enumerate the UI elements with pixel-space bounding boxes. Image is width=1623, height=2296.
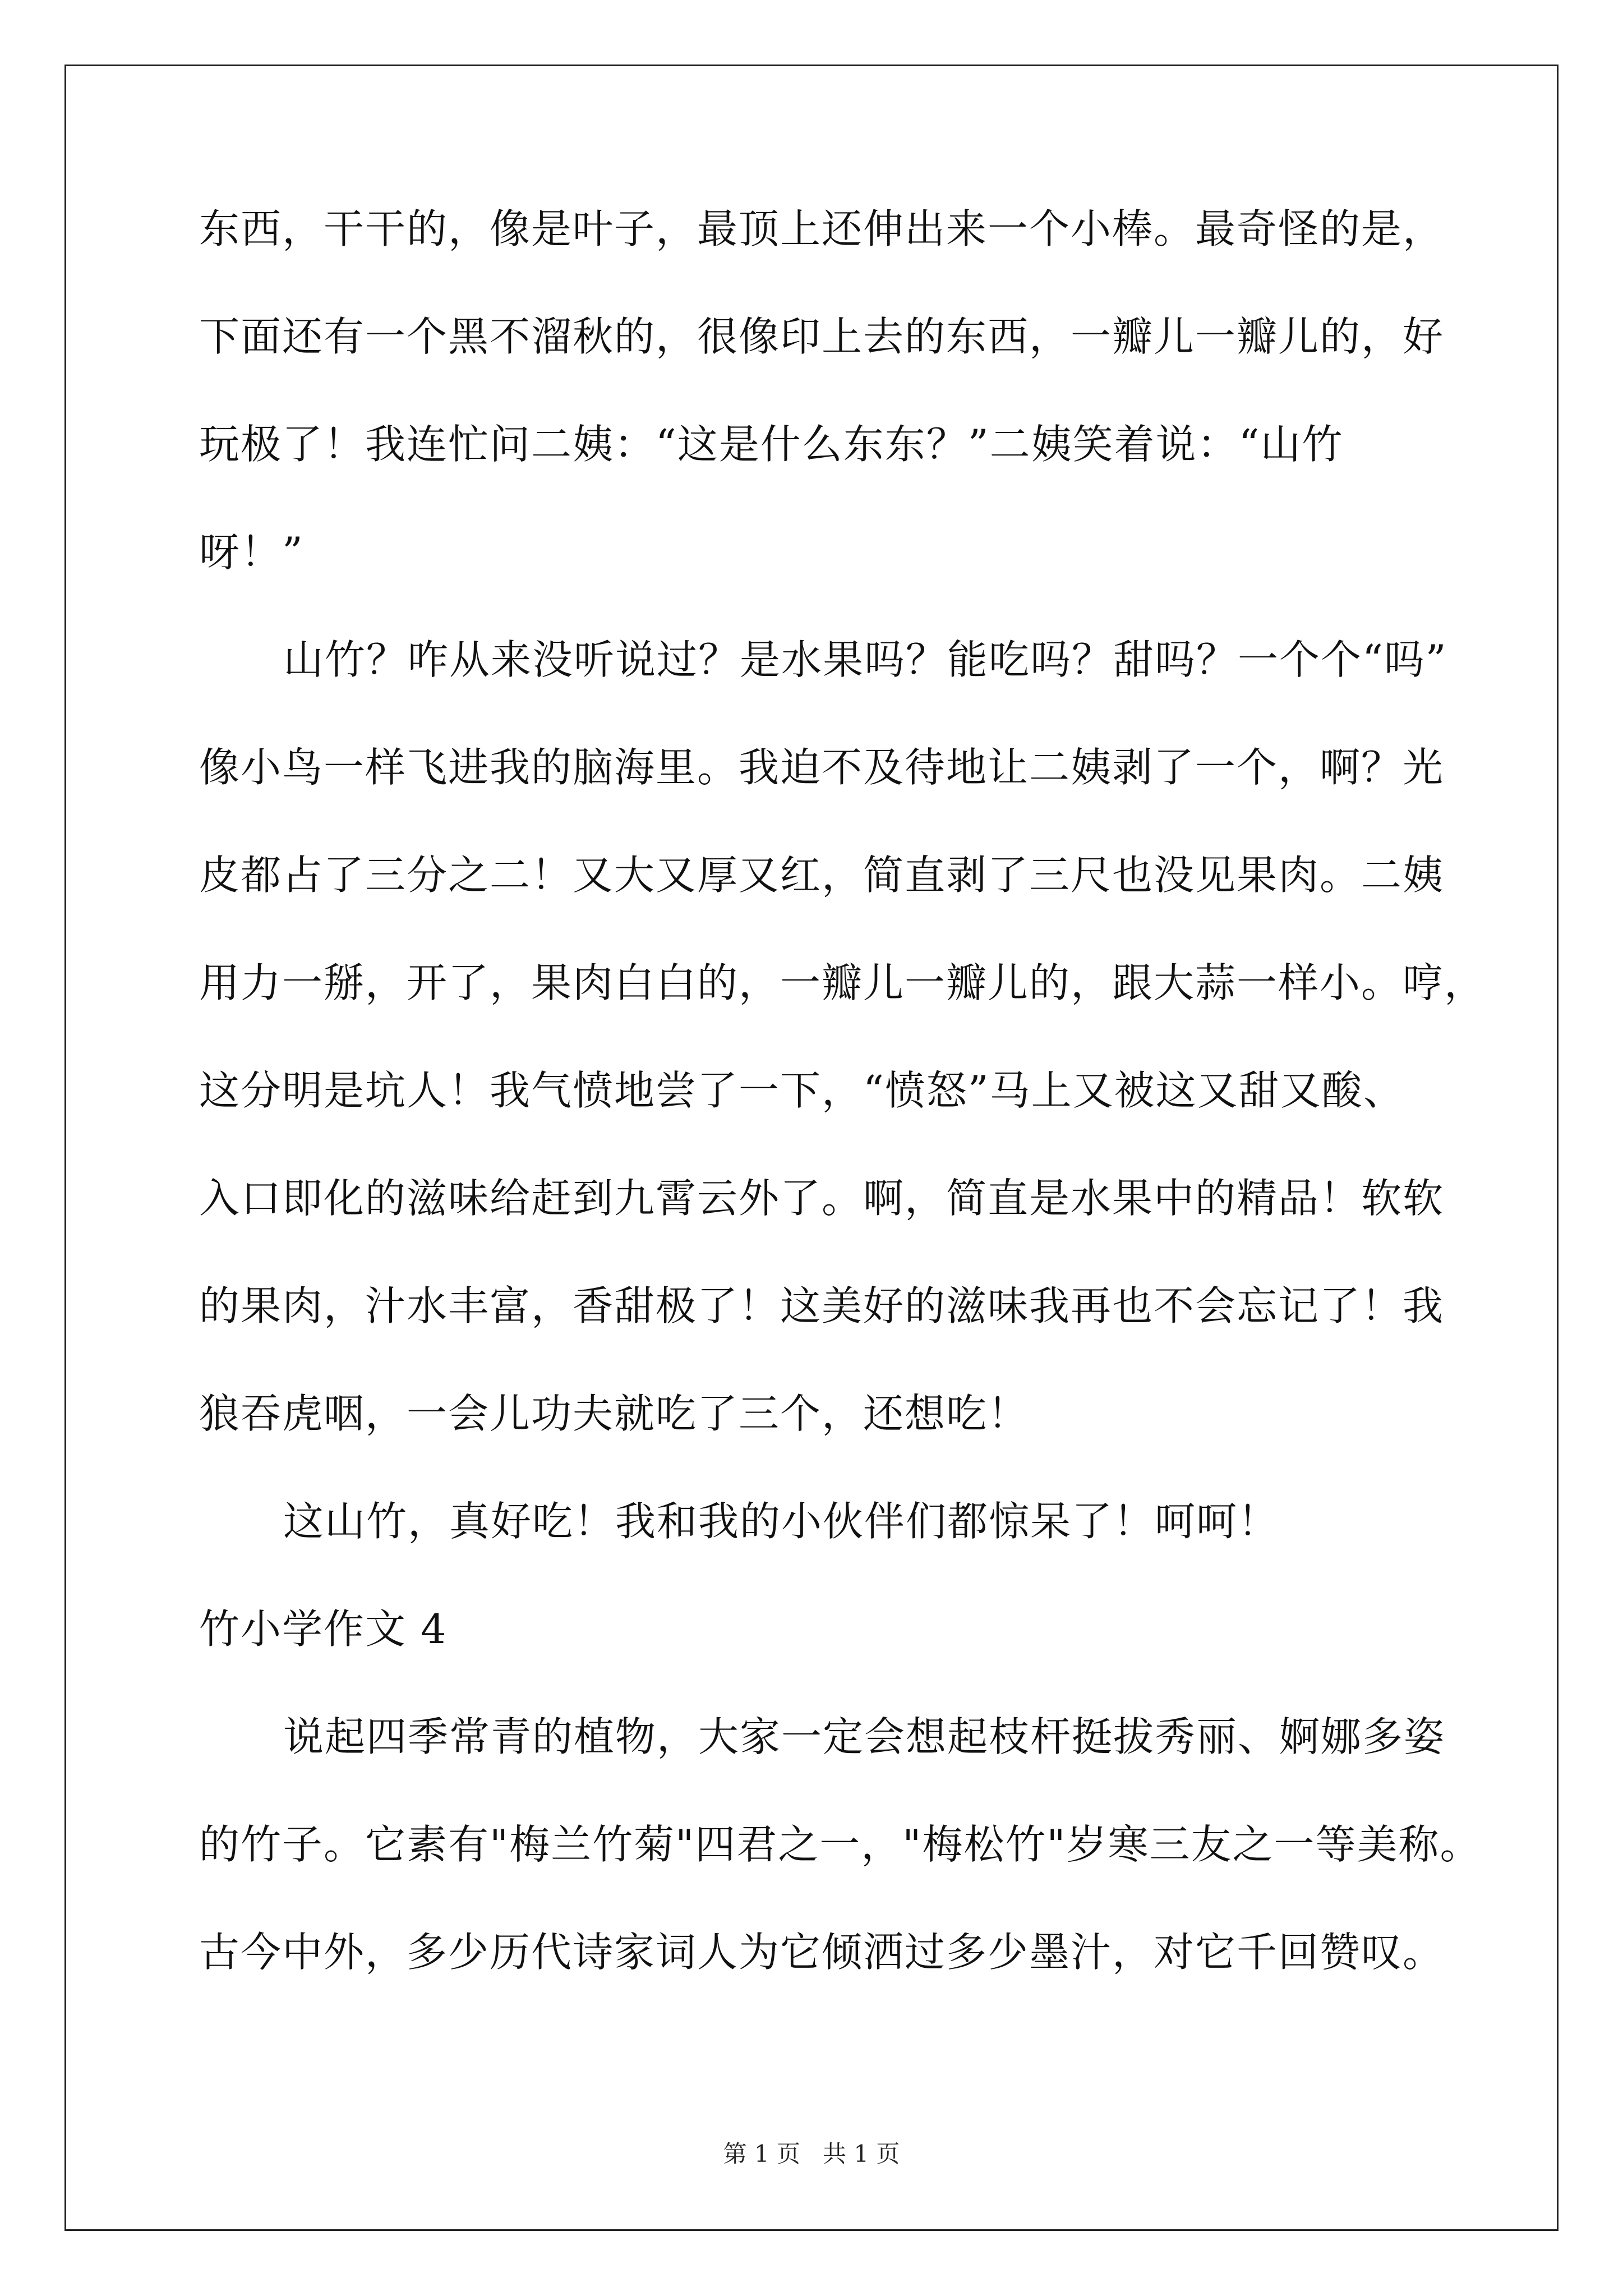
text-line: 的果肉，汁水丰富，香甜极了！这美好的滋味我再也不会忘记了！我 <box>199 1282 1445 1329</box>
section-heading: 竹小学作文 4 <box>199 1605 448 1653</box>
text-line: 下面还有一个黑不溜秋的，很像印上去的东西，一瓣儿一瓣儿的，好 <box>199 313 1445 360</box>
document-body <box>199 202 1486 2033</box>
text-line: 呀！” <box>199 528 304 576</box>
text-line: 狼吞虎咽，一会儿功夫就吃了三个，还想吃！ <box>199 1390 1030 1437</box>
page-number: 第 1 页 <box>723 2140 800 2168</box>
text-line: 东西，干干的，像是叶子，最顶上还伸出来一个小棒。最奇怪的是， <box>199 205 1445 252</box>
paragraph-first-line: 这山竹，真好吃！我和我的小伙伴们都惊呆了！呵呵！ <box>283 1498 1280 1545</box>
text-line: 古今中外，多少历代诗家词人为它倾洒过多少墨汁，对它千回赞叹。 <box>199 1929 1445 1976</box>
paragraph-first-line: 说起四季常青的植物，大家一定会想起枝杆挺拔秀丽、婀娜多姿 <box>283 1713 1446 1760</box>
text-line: 用力一掰，开了，果肉白白的，一瓣儿一瓣儿的，跟大蒜一样小。哼， <box>199 959 1486 1006</box>
paragraph-first-line: 山竹？咋从来没听说过？是水果吗？能吃吗？甜吗？一个个“吗” <box>283 636 1447 683</box>
text-line: 的竹子。它素有"梅兰竹菊"四君之一，"梅松竹"岁寒三友之一等美称。 <box>199 1821 1482 1868</box>
text-line: 皮都占了三分之二！又大又厚又红，简直剥了三尺也没见果肉。二姨 <box>199 852 1445 899</box>
text-line: 像小鸟一样飞进我的脑海里。我迫不及待地让二姨剥了一个，啊？光 <box>199 744 1445 791</box>
text-line: 玩极了！我连忙问二姨：“这是什么东东？”二姨笑着说：“山竹 <box>199 421 1344 468</box>
page-total: 共 1 页 <box>823 2140 900 2168</box>
text-line: 这分明是坑人！我气愤地尝了一下，“愤怒”马上又被这又甜又酸、 <box>199 1067 1405 1114</box>
text-line: 入口即化的滋味给赶到九霄云外了。啊，简直是水果中的精品！软软 <box>199 1175 1445 1222</box>
page-footer <box>0 2137 1623 2171</box>
